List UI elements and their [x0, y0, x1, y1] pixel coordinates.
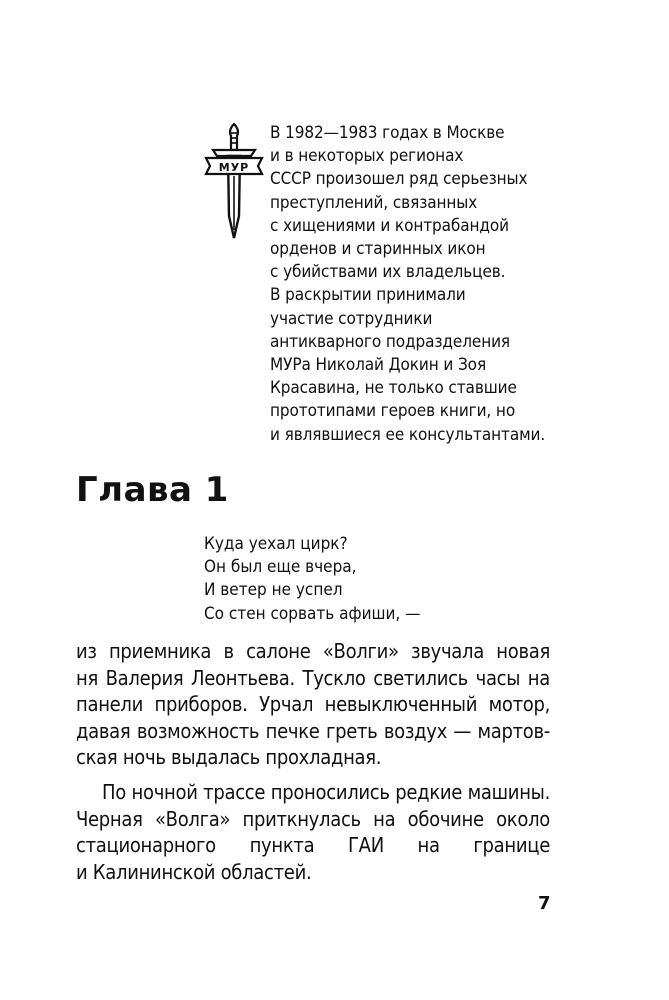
intro-line: преступлений, связанных — [270, 192, 478, 213]
chapter-title: Глава 1 — [76, 470, 229, 510]
body-text — [76, 638, 550, 885]
intro-line: СССР произошел ряд серьезных — [270, 169, 528, 190]
intro-line: антикварного подразделения — [270, 331, 511, 352]
intro-line: участие сотрудники — [270, 308, 433, 329]
epigraph-line: И ветер не успел — [204, 580, 343, 601]
body-line: стационарного пункта ГАИ на границе — [76, 833, 550, 858]
body-line: Черная «Волга» приткнулась на обочине около — [76, 806, 550, 831]
intro-line: В раскрытии принимали — [270, 285, 466, 306]
epigraph-line: Со стен сорвать афиши, — — [204, 603, 421, 624]
body-line: и Калининской областей. — [76, 859, 312, 884]
intro-line: и являвшиеся ее консультантами. — [270, 424, 546, 445]
body-line: По ночной трассе проносились редкие машины. — [102, 779, 550, 804]
intro-line: с убийствами их владельцев. — [270, 262, 506, 283]
body-line: ская ночь выдалась прохладная. — [76, 745, 382, 770]
intro-line: с хищениями и контрабандой — [270, 215, 509, 236]
intro-line: МУРа Николай Докин и Зоя — [270, 355, 487, 376]
intro-line: В 1982—1983 годах в Москве — [270, 123, 505, 143]
intro-line: Красавина, не только ставшие — [270, 378, 517, 399]
body-line: панели приборов. Урчал невыключенный мотор, — [76, 692, 550, 717]
intro-line: прототипами героев книги, но — [270, 401, 516, 422]
emblem-label: МУР — [218, 161, 250, 174]
intro-line: и в некоторых регионах — [270, 146, 464, 167]
page-number: 7 — [538, 893, 551, 914]
intro-annotation — [270, 122, 560, 447]
mur-emblem — [203, 120, 265, 242]
body-line: ня Валерия Леонтьева. Тускло светились часы на — [76, 665, 550, 690]
body-line: давая возможность печке греть воздух — мартов- — [76, 718, 550, 743]
epigraph — [204, 533, 420, 626]
body-line: из приемника в салоне «Волги» звучала новая — [76, 639, 550, 663]
intro-line: орденов и старинных икон — [270, 239, 486, 260]
epigraph-line: Куда уехал цирк? — [204, 534, 348, 554]
mur-dagger-emblem-icon — [203, 120, 265, 242]
epigraph-line: Он был еще вчера, — [204, 557, 357, 578]
